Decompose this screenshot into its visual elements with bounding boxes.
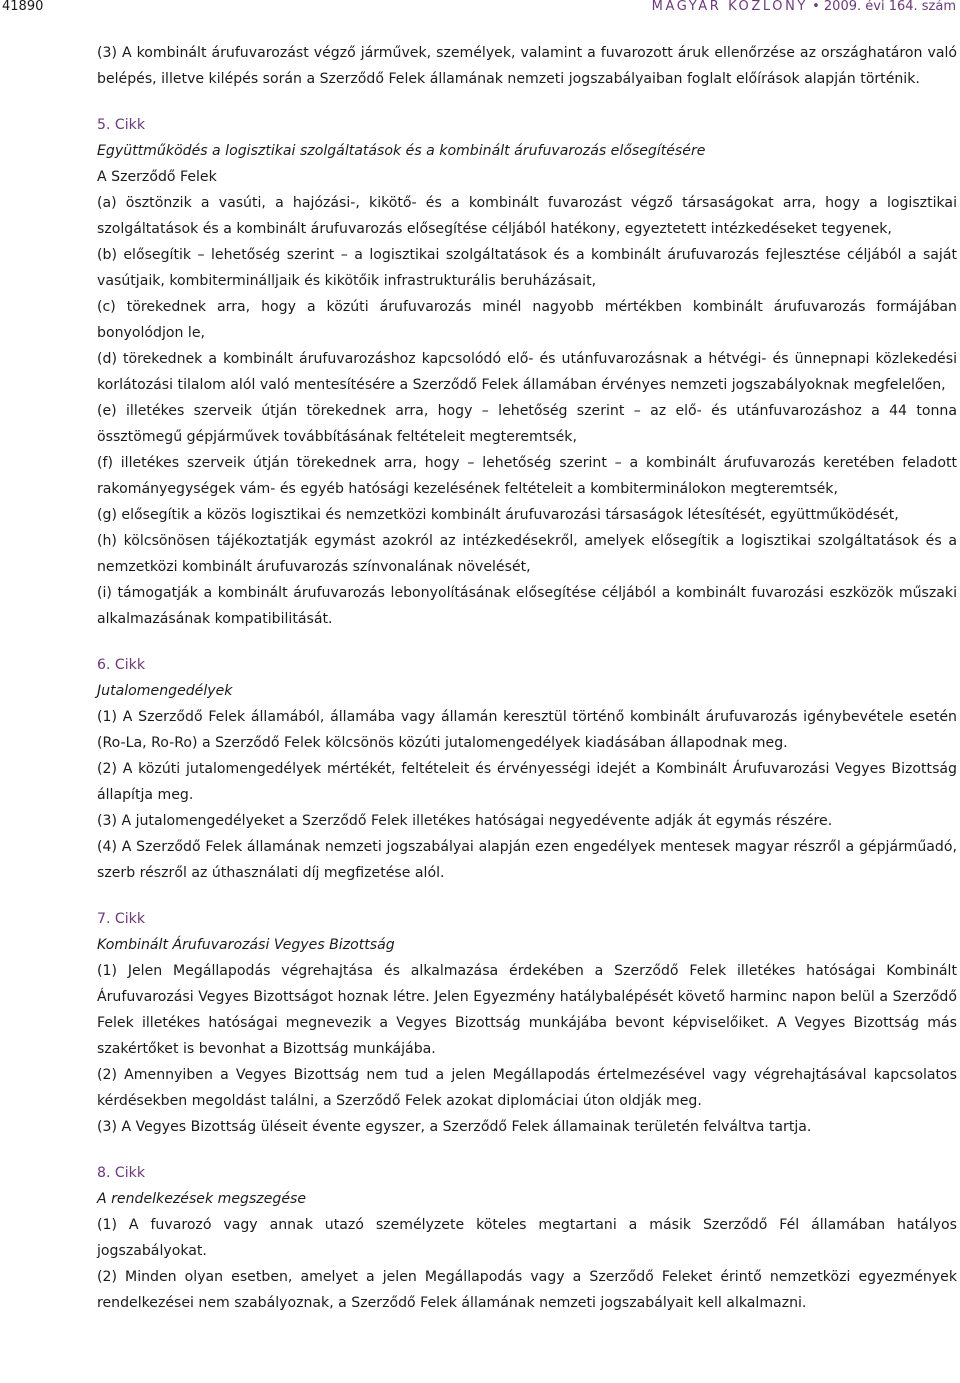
document-body <box>97 40 957 1316</box>
article-subtitle: Kombinált Árufuvarozási Vegyes Bizottság <box>97 937 395 953</box>
bullet-separator: • <box>812 0 820 14</box>
paragraph: (2) Minden olyan esetben, amelyet a jelen Megállapodás vagy a Szerződő Feleket érintő nemzetközi egyezmények rendelkezései nem szabályoznak, a Szerződő Felek államának nemzeti jogszabályait kell alkalmazni. <box>97 1269 957 1311</box>
paragraph: (f) illetékes szerveik útján törekednek arra, hogy – lehetőség szerint – a kombinált árufuvarozás keretében feladott rakományegységek vám- és egyéb hatósági kezelésének feltételeit a kombiterminálokon megteremtsék, <box>97 455 957 497</box>
journal-name: MAGYAR KÖZLÖNY <box>651 0 808 14</box>
article-title: 7. Cikk <box>97 911 146 927</box>
page-number: 41890 <box>2 0 44 14</box>
article-8 <box>97 1160 957 1316</box>
article-title: 5. Cikk <box>97 117 146 133</box>
paragraph: A Szerződő Felek <box>97 169 217 185</box>
paragraph: (4) A Szerződő Felek államának nemzeti jogszabályai alapján ezen engedélyek mentesek magyar részről a gépjárműadó, szerb részről az úthasználati díj megfizetése alól. <box>97 839 957 881</box>
article-title: 6. Cikk <box>97 657 146 673</box>
article-subtitle: Jutalomengedélyek <box>97 683 233 699</box>
paragraph: (g) elősegítik a közös logisztikai és nemzetközi kombinált árufuvarozási társaságok létesítését, együttműködését, <box>97 507 899 523</box>
paragraph: (1) A fuvarozó vagy annak utazó személyzete köteles megtartani a másik Szerződő Fél államában hatályos jogszabályokat. <box>97 1217 957 1259</box>
paragraph: (b) elősegítik – lehetőség szerint – a logisztikai szolgáltatások és a kombinált árufuvarozás fejlesztése céljából a saját vasútjaik, kombiterminálljaik és kikötőik infrastrukturális beruházásait, <box>97 247 957 289</box>
article-6 <box>97 652 957 886</box>
paragraph: (c) törekednek arra, hogy a közúti árufuvarozás minél nagyobb mértékben kombinált árufuvarozás formájában bonyolódjon le, <box>97 299 957 341</box>
paragraph: (d) törekednek a kombinált árufuvarozáshoz kapcsolódó elő- és utánfuvarozásnak a hétvégi- és ünnepnapi közlekedési korlátozási tilalom alól való mentesítésére a Szerződő Felek államában érvényes nemzeti jogszabályoknak megfelelően, <box>97 351 957 393</box>
paragraph: (e) illetékes szerveik útján törekednek arra, hogy – lehetőség szerint – az elő- és utánfuvarozáshoz a 44 tonna össztömegű gépjárművek továbbításának feltételeit megteremtsék, <box>97 403 957 445</box>
article-7 <box>97 906 957 1140</box>
article-5 <box>97 112 957 632</box>
paragraph: (a) ösztönzik a vasúti, a hajózási-, kikötő- és a kombinált fuvarozást végző társaságokat arra, hogy a logisztikai szolgáltatások és a kombinált árufuvarozás elősegítése céljából hatékony, egyeztetett intézkedéseket tegyenek, <box>97 195 957 237</box>
paragraph: (3) A jutalomengedélyeket a Szerződő Felek illetékes hatóságai negyedévente adják át egymás részére. <box>97 813 833 829</box>
paragraph: (3) A Vegyes Bizottság üléseit évente egyszer, a Szerződő Felek államainak területén felváltva tartja. <box>97 1119 812 1135</box>
paragraph: (h) kölcsönösen tájékoztatják egymást azokról az intézkedésekről, amelyek elősegítik a logisztikai szolgáltatások és a nemzetközi kombinált árufuvarozás színvonalának növelését, <box>97 533 957 575</box>
issue-number: 2009. évi 164. szám <box>823 0 956 14</box>
paragraph: (1) A Szerződő Felek államából, államába vagy államán keresztül történő kombinált árufuvarozás igénybevétele esetén (Ro-La, Ro-Ro) a Szerződő Felek kölcsönös közúti jutalomengedélyek kiadásában állapodnak meg. <box>97 709 957 751</box>
page-header <box>0 0 960 20</box>
intro-block <box>97 40 957 92</box>
article-title: 8. Cikk <box>97 1165 146 1181</box>
journal-issue-line <box>652 0 956 14</box>
article-subtitle: Együttműködés a logisztikai szolgáltatások és a kombinált árufuvarozás elősegítésére <box>97 143 706 159</box>
article-subtitle: A rendelkezések megszegése <box>97 1191 306 1207</box>
paragraph: (1) Jelen Megállapodás végrehajtása és alkalmazása érdekében a Szerződő Felek illetékes hatóságai Kombinált Árufuvarozási Vegyes Bizottságot hoznak létre. Jelen Egyezmény hatálybalépését követő harminc napon belül a Szerződő Felek illetékes hatóságai megnevezik a Vegyes Bizottság munkájába bevont képviselőiket. A Vegyes Bizottság más szakértőket is bevonhat a Bizottság munkájába. <box>97 963 957 1057</box>
paragraph: (i) támogatják a kombinált árufuvarozás lebonyolításának elősegítése céljából a kombinált fuvarozási eszközök műszaki alkalmazásának kompatibilitását. <box>97 585 957 627</box>
paragraph: (2) A közúti jutalomengedélyek mértékét, feltételeit és érvényességi idejét a Kombinált Árufuvarozási Vegyes Bizottság állapítja meg. <box>97 761 957 803</box>
paragraph: (3) A kombinált árufuvarozást végző járművek, személyek, valamint a fuvarozott áruk ellenőrzése az országhatáron való belépés, illetve kilépés során a Szerződő Felek államának nemzeti jogszabályaiban foglalt előírások alapján történik. <box>97 45 957 87</box>
paragraph: (2) Amennyiben a Vegyes Bizottság nem tud a jelen Megállapodás értelmezésével vagy végrehajtásával kapcsolatos kérdésekben megoldást találni, a Szerződő Felek azokat diplomáciai úton oldják meg. <box>97 1067 957 1109</box>
